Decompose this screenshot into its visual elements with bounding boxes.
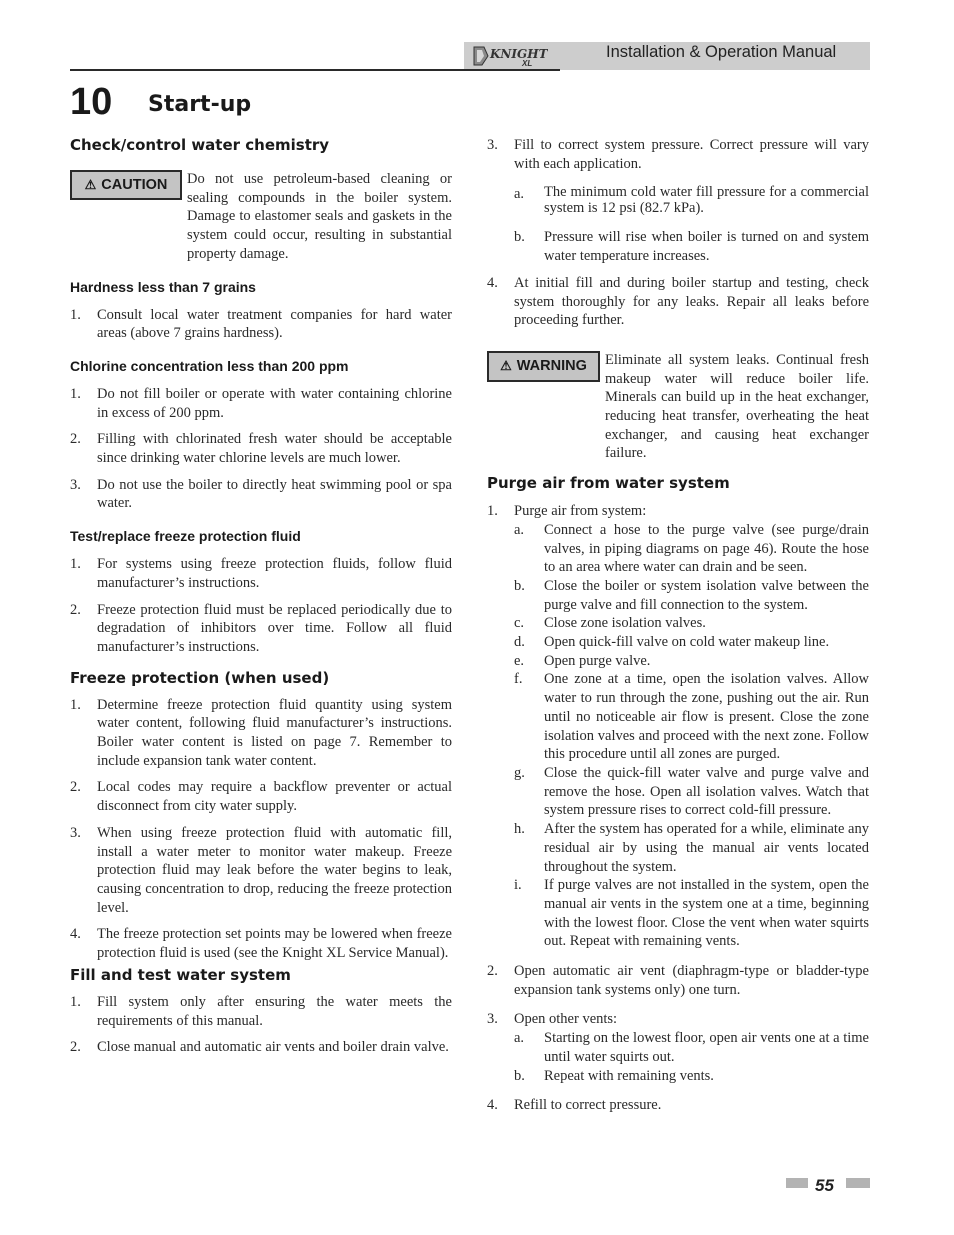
sub-item: h. After the system has operated for a while, eliminate any residual air by using the manual air vents located throughout the system. bbox=[514, 821, 869, 875]
caution-notice bbox=[70, 170, 452, 264]
header-rule bbox=[70, 69, 560, 71]
sub-item: d. Open quick-fill valve on cold water makeup line. bbox=[514, 634, 830, 651]
sub-item: i. If purge valves are not installed in the system, open the manual air vents in the system one at a time, beginning with the lowest floor. Close the vent when water squirts out. Repeat with remaining vents. bbox=[514, 877, 869, 950]
list-item: 1. Purge air from system: bbox=[487, 503, 647, 520]
left-column bbox=[70, 135, 452, 1057]
sub-item: a. The minimum cold water fill pressure for a commercial system is 12 psi (82.7 kPa). bbox=[514, 184, 869, 216]
sub-item: a. Connect a hose to the purge valve (see purge/drain valves, in piping diagrams on page 46). Route the hose to an area where water can drain and be seen. bbox=[514, 521, 869, 576]
list-item: 3. Fill to correct system pressure. Correct pressure will vary with each application. bbox=[487, 137, 869, 172]
right-column bbox=[487, 135, 869, 1115]
footer-bar-right bbox=[846, 1178, 870, 1188]
svg-text:XL: XL bbox=[522, 59, 533, 68]
warning-notice bbox=[487, 351, 869, 463]
page-number: 55 bbox=[815, 1176, 834, 1195]
list-item: 1. Fill system only after ensuring the water meets the requirements of this manual. bbox=[70, 993, 452, 1029]
list-item: 2. Filling with chlorinated fresh water should be acceptable since drinking water chlorine levels are much lower. bbox=[70, 431, 452, 467]
heading-freeze-protection: Freeze protection (when used) bbox=[70, 668, 330, 687]
list-item: 4. The freeze protection set points may be lowered when freeze protection fluid is used (see the Knight XL Service Manual). bbox=[70, 926, 452, 962]
sub-item: b. Repeat with remaining vents. bbox=[514, 1067, 714, 1084]
freeze-fluid-list bbox=[70, 555, 452, 657]
sub-item: b. Pressure will rise when boiler is turned on and system water temperature increases. bbox=[514, 229, 869, 265]
list-item: 4. Refill to correct pressure. bbox=[487, 1097, 662, 1114]
list-item: 1. Determine freeze protection fluid quantity using system water content, following fluid manufacturer’s instructions. Boiler water content is listed on page 7. Remember to include expansion tank water content. bbox=[70, 696, 452, 769]
caution-badge bbox=[70, 170, 182, 200]
fill-test-list bbox=[70, 993, 452, 1057]
caution-label: CAUTION bbox=[101, 177, 168, 193]
sub-item: c. Close zone isolation valves. bbox=[514, 615, 706, 632]
list-item: 3. Open other vents: bbox=[487, 1011, 618, 1028]
list-item: 1. For systems using freeze protection fluids, follow fluid manufacturer’s instructions. bbox=[70, 556, 452, 591]
list-item: 1. Do not fill boiler or operate with water containing chlorine in excess of 200 ppm. bbox=[70, 385, 452, 421]
purge-list bbox=[487, 502, 869, 1115]
sub-item: f. One zone at a time, open the isolation valves. Allow water to run through the zone, pushing out the air. Run until no noticeable air flow is present. Close the zone isolation valves and proceed with the next zone. Follow this procedure until all zones are purged. bbox=[514, 671, 869, 763]
list-item: 2. Close manual and automatic air vents and boiler drain valve. bbox=[70, 1039, 449, 1056]
manual-title: Installation & Operation Manual bbox=[606, 43, 837, 61]
heading-chlorine: Chlorine concentration less than 200 ppm bbox=[70, 357, 349, 374]
heading-freeze-fluid: Test/replace freeze protection fluid bbox=[70, 528, 301, 545]
sub-item: b. Close the boiler or system isolation valve between the purge valve and fill connection to the system. bbox=[514, 577, 869, 613]
knight-xl-logo bbox=[470, 44, 548, 68]
chlorine-list bbox=[70, 385, 452, 513]
caution-text: Do not use petroleum-based cleaning or sealing compounds in the boiler system. Damage to elastomer seals and gaskets in the system could occur, resulting in substantial property damage. bbox=[187, 171, 452, 262]
warning-triangle-icon: ⚠ bbox=[500, 358, 512, 374]
hardness-list bbox=[70, 306, 452, 343]
list-item: 4. At initial fill and during boiler startup and testing, check system thoroughly for any leaks. Repair all leaks before proceeding further. bbox=[487, 274, 869, 329]
list-item: 2. Open automatic air vent (diaphragm-type or bladder-type expansion tank systems only) one turn. bbox=[487, 963, 869, 998]
list-item: 2. Freeze protection fluid must be replaced periodically due to degradation of inhibitors over time. Follow all fluid manufacturer’s instructions. bbox=[70, 601, 452, 655]
heading-purge-air: Purge air from water system bbox=[487, 474, 730, 493]
warning-label: WARNING bbox=[516, 358, 587, 375]
freeze-protection-list bbox=[70, 696, 452, 963]
list-item: 3. When using freeze protection fluid with automatic fill, install a water meter to monitor water makeup. Freeze protection fluid may leak before the water begins to leak, causing concentration to drop, reducing the freeze protection level. bbox=[70, 824, 452, 916]
section-number: 10 bbox=[70, 81, 113, 123]
heading-hardness: Hardness less than 7 grains bbox=[70, 278, 256, 295]
warning-triangle-icon: ⚠ bbox=[84, 177, 97, 192]
svg-text:KNIGHT: KNIGHT bbox=[490, 47, 548, 61]
list-item: 1. Consult local water treatment companies for hard water areas (above 7 grains hardness). bbox=[70, 306, 452, 342]
sub-item: a. Starting on the lowest floor, open air vents one at a time until water squirts out. bbox=[514, 1030, 869, 1065]
list-item: 2. Local codes may require a backflow preventer or actual disconnect from city water supply. bbox=[70, 779, 452, 815]
list-item: 3. Do not use the boiler to directly heat swimming pool or spa water. bbox=[70, 476, 452, 512]
heading-fill-test: Fill and test water system bbox=[70, 965, 291, 984]
heading-water-chemistry: Check/control water chemistry bbox=[70, 136, 330, 154]
footer-bar-left bbox=[786, 1178, 808, 1188]
warning-badge bbox=[487, 351, 600, 382]
warning-text: Eliminate all system leaks. Continual fresh makeup water will reduce boiler life. Minerals can build up in the heat exchanger, reducing heat transfer, overheating the heat exchanger, and causing heat exchanger failure. bbox=[605, 351, 869, 462]
section-title: Start-up bbox=[148, 92, 252, 117]
sub-item: e. Open purge valve. bbox=[514, 652, 651, 669]
sub-item: g. Close the quick-fill water valve and purge valve and remove the hose. Open all isolation valves. Watch that system pressure rises to correct cold-fill pressure. bbox=[514, 764, 869, 819]
